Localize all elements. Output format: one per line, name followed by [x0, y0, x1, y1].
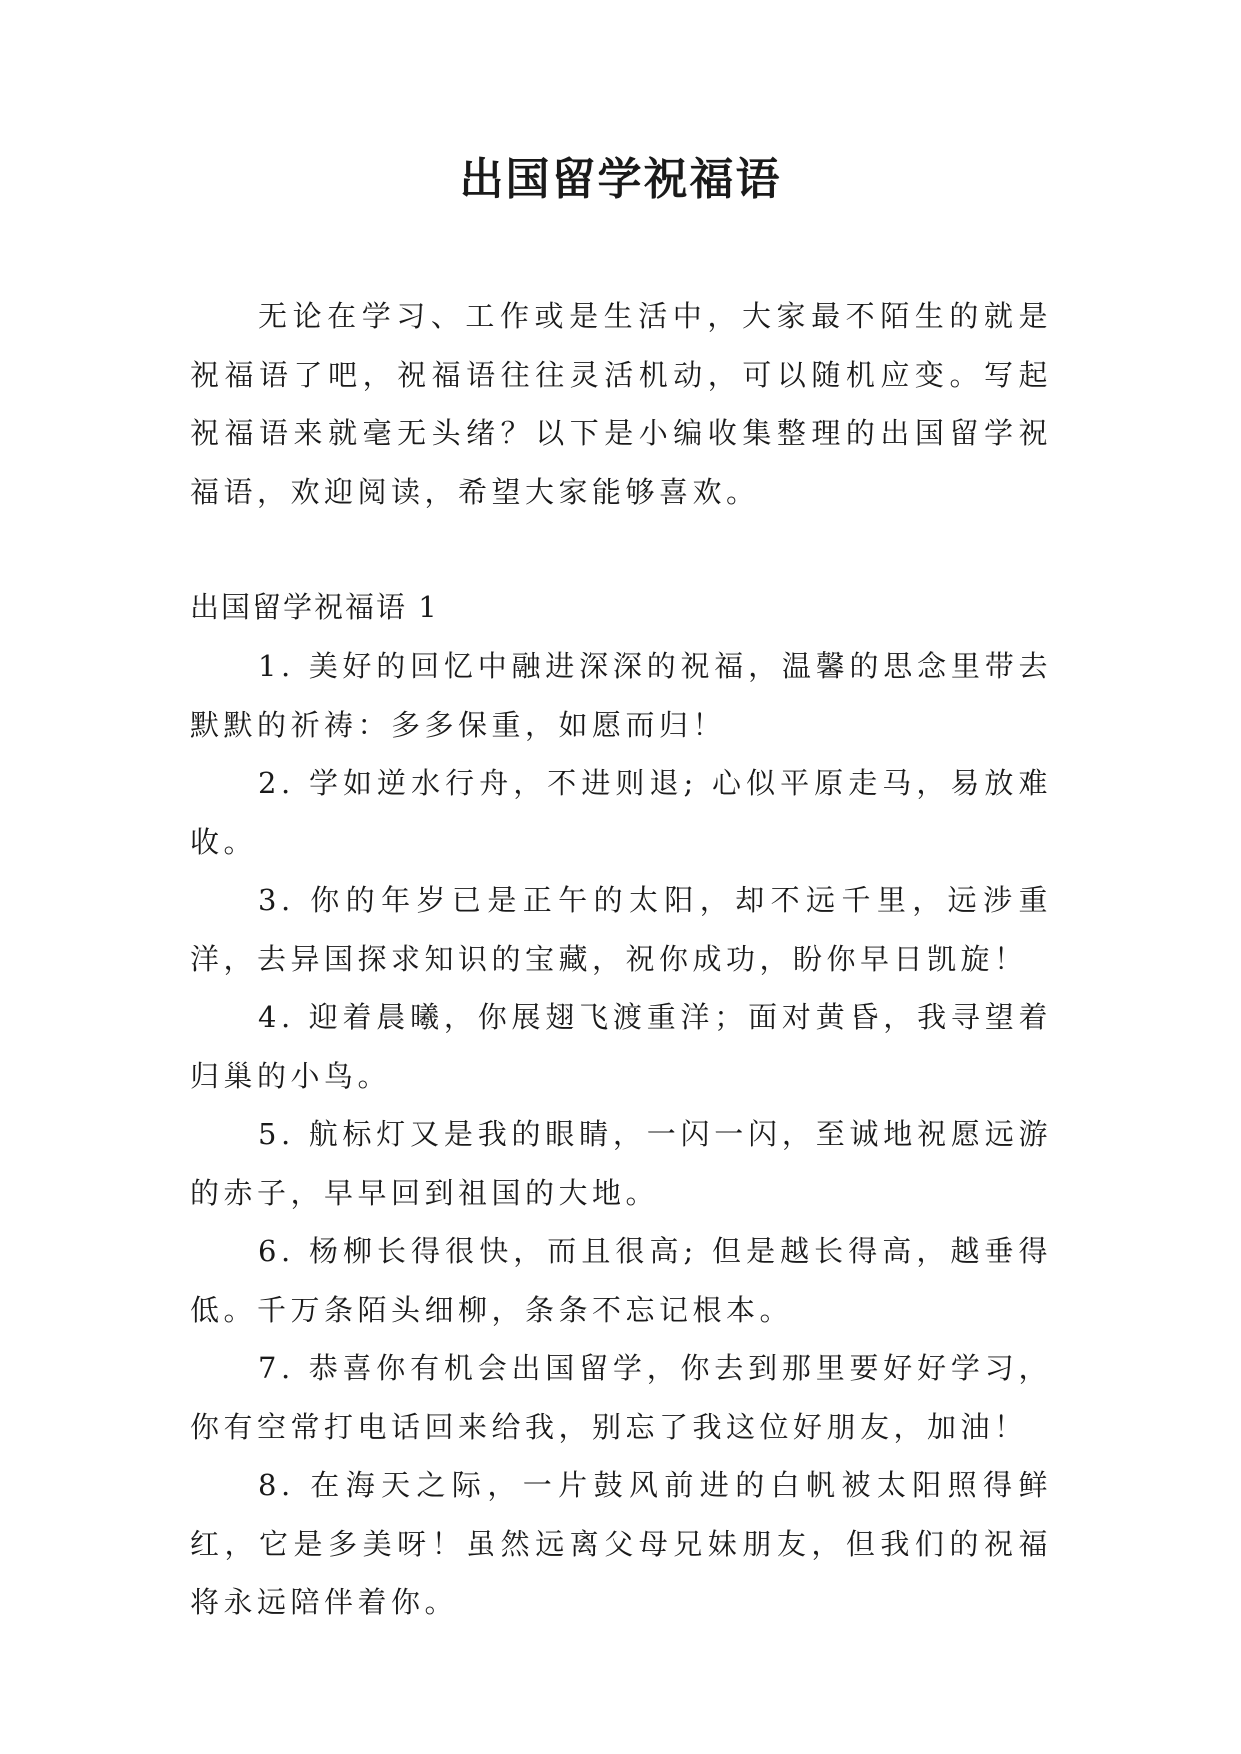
wish-item-8: 8. 在海天之际，一片鼓风前进的白帆被太阳照得鲜红，它是多美呀！虽然远离父母兄妹朋友，但我们的祝福将永远陪伴着你。	[190, 1468, 1052, 1619]
intro-paragraph: 无论在学习、工作或是生活中，大家最不陌生的就是祝福语了吧，祝福语往往灵活机动，可以随机应变。写起祝福语来就毫无头绪？以下是小编收集整理的出国留学祝福语，欢迎阅读，希望大家能够喜欢。	[190, 299, 1052, 509]
wish-item-2: 2. 学如逆水行舟，不进则退; 心似平原走马，易放难收。	[190, 766, 1052, 859]
wish-item-7: 7. 恭喜你有机会出国留学，你去到那里要好好学习，你有空常打电话回来给我，别忘了我这位好朋友，加油！	[190, 1351, 1052, 1444]
wish-list	[190, 637, 1052, 1632]
document-title: 出国留学祝福语	[459, 154, 782, 205]
wish-item-6: 6. 杨柳长得很快，而且很高; 但是越长得高，越垂得低。千万条陌头细柳，条条不忘记根本。	[190, 1234, 1052, 1327]
wish-item-1: 1. 美好的回忆中融进深深的祝福，温馨的思念里带去默默的祈祷：多多保重，如愿而归！	[190, 649, 1052, 742]
section-heading: 出国留学祝福语 1	[190, 590, 439, 624]
wish-item-4: 4. 迎着晨曦，你展翅飞渡重洋；面对黄昏，我寻望着归巢的小鸟。	[190, 1000, 1052, 1093]
wish-item-5: 5. 航标灯又是我的眼睛，一闪一闪，至诚地祝愿远游的赤子，早早回到祖国的大地。	[190, 1117, 1052, 1210]
wish-item-3: 3. 你的年岁已是正午的太阳，却不远千里，远涉重洋，去异国探求知识的宝藏，祝你成功，盼你早日凯旋！	[190, 883, 1052, 976]
